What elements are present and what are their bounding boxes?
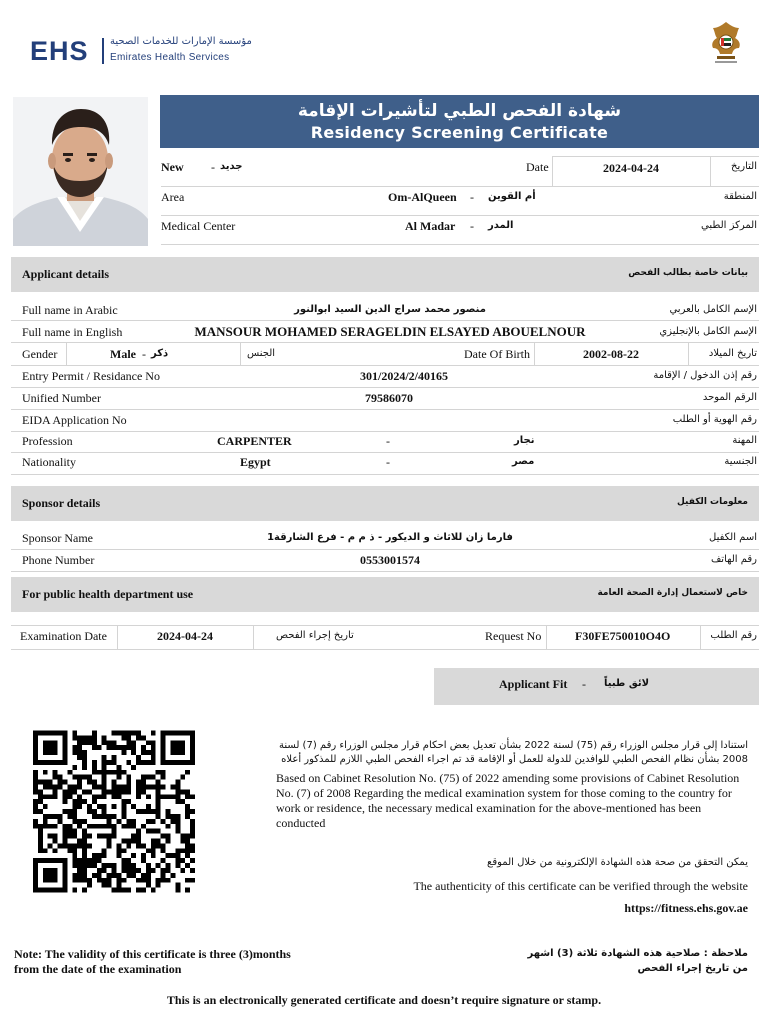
full-name-english-label: Full name in English: [22, 325, 123, 339]
nationality-value: Egypt: [240, 455, 271, 469]
applicant-photo: [13, 97, 148, 246]
gender-divider: [66, 343, 67, 365]
validity-note-arabic-line2: من تاريخ إجراء الفحص: [637, 963, 748, 974]
public-health-title-arabic: خاص لاستعمال إدارة الصحة العامة: [597, 588, 748, 598]
gender-value: Male: [110, 347, 136, 361]
row-rule: [11, 320, 759, 321]
entry-permit-label: Entry Permit / Residance No: [22, 369, 160, 383]
date-of-birth-label: Date Of Birth: [464, 347, 530, 361]
date-arabic: التاريخ: [731, 161, 757, 172]
fitness-result-separator: -: [582, 677, 586, 691]
area-separator: -: [470, 190, 474, 204]
row-rule: [161, 244, 759, 245]
request-number-value: F30FE750010O4O: [575, 629, 671, 643]
date-of-birth-value: 2002-08-22: [583, 347, 639, 361]
applicant-details-title: Applicant details: [22, 267, 110, 281]
unified-number-arabic: الرقم الموحد: [702, 392, 757, 403]
gender-divider: [240, 343, 241, 365]
medical-center-arabic: المركز الطبي: [701, 220, 757, 231]
logo-arabic-name: مؤسسة الإمارات للخدمات الصحية: [110, 36, 252, 47]
exam-divider: [117, 625, 118, 649]
verify-arabic: يمكن التحقق من صحة هذه الشهادة الإلكترونية من خلال الموقع: [487, 857, 748, 868]
fitness-result-label: Applicant Fit: [499, 677, 568, 691]
area-value: Om-AlQueen: [388, 190, 457, 204]
applicant-details-title-arabic: بيانات خاصة بطالب الفحص: [628, 268, 748, 278]
nationality-value-arabic: مصر: [512, 456, 535, 467]
title-arabic: شهادة الفحص الطبي لتأشيرات الإقامة: [297, 101, 622, 121]
public-health-title: For public health department use: [22, 587, 194, 601]
profession-value-arabic: نجار: [514, 435, 535, 446]
medical-center-value: Al Madar: [405, 219, 456, 233]
profession-arabic: المهنة: [732, 435, 757, 446]
sponsor-name-arabic: اسم الكفيل: [709, 532, 757, 543]
full-name-english-value: MANSOUR MOHAMED SERAGELDIN ELSAYED ABOUELNOUR: [194, 324, 586, 339]
row-rule: [11, 625, 759, 626]
gender-arabic: الجنس: [247, 348, 276, 359]
row-rule: [11, 474, 759, 475]
logo-divider: [102, 38, 104, 64]
date-of-birth-arabic: تاريخ الميلاد: [708, 348, 757, 359]
applicant-details-header: [11, 257, 759, 292]
verify-english: The authenticity of this certificate can be verified through the website: [413, 879, 748, 893]
entry-permit-value: 301/2024/2/40165: [360, 369, 449, 383]
date-divider-right: [710, 156, 711, 187]
area-value-arabic: أم القوين: [488, 191, 536, 202]
verification-qr-code[interactable]: [33, 730, 195, 893]
full-name-arabic-label: Full name in Arabic: [22, 303, 118, 317]
sponsor-details-title: Sponsor details: [22, 496, 101, 510]
phone-number-value: 0553001574: [360, 553, 420, 567]
entry-permit-arabic: رقم إذن الدخول / الإقامة: [653, 370, 757, 381]
row-rule: [11, 649, 759, 650]
new-separator: -: [211, 160, 215, 174]
phone-number-label: Phone Number: [22, 553, 95, 567]
row-rule: [161, 215, 759, 216]
gender-separator: -: [142, 347, 146, 361]
validity-note-english-line2: from the date of the examination: [14, 962, 182, 976]
examination-date-arabic: تاريخ إجراء الفحص: [276, 630, 354, 641]
request-divider: [700, 625, 701, 649]
profession-label: Profession: [22, 434, 73, 448]
unified-number-label: Unified Number: [22, 391, 101, 405]
sponsor-name-label: Sponsor Name: [22, 531, 93, 545]
date-top-rule: [552, 156, 759, 157]
medical-center-separator: -: [470, 219, 474, 233]
eida-application-label: EIDA Application No: [22, 413, 127, 427]
public-health-header: [11, 577, 759, 612]
uae-emblem-icon: [707, 20, 745, 66]
date-value: 2024-04-24: [603, 161, 659, 175]
nationality-label: Nationality: [22, 455, 76, 469]
medical-center-value-arabic: المدر: [488, 220, 514, 231]
row-rule: [11, 387, 759, 388]
certificate-title-banner: [160, 95, 759, 148]
unified-number-value: 79586070: [365, 391, 413, 405]
request-number-label: Request No: [485, 629, 542, 643]
row-rule: [11, 342, 759, 343]
fitness-result-box: [434, 668, 759, 705]
sponsor-details-title-arabic: معلومات الكفيل: [677, 497, 748, 507]
logo-english-name: Emirates Health Services: [110, 52, 230, 63]
row-rule: [11, 365, 759, 366]
exam-divider: [253, 625, 254, 649]
resolution-arabic: استنادا إلى قرار مجلس الوزراء رقم (75) لسنة 2022 بشأن تعديل بعض احكام قرار مجلس الوزراء رقم (7) لسنة 2008 بشأن نظام الفحص الطبي للوافدين للدولة للعمل أو الإقامة قد تم اجراء الفحص الطبي اللازم للمذكور أعلاه: [279, 740, 748, 765]
profession-separator: -: [386, 434, 390, 448]
row-rule: [11, 431, 759, 432]
full-name-arabic-label-ar: الإسم الكامل بالعربي: [669, 304, 757, 315]
verify-website-link[interactable]: https://fitness.ehs.gov.ae: [624, 901, 748, 915]
area-arabic: المنطقة: [723, 191, 757, 202]
row-rule: [11, 549, 759, 550]
gender-label: Gender: [22, 347, 58, 361]
area-label: Area: [161, 190, 185, 204]
date-label: Date: [526, 160, 549, 174]
row-rule: [11, 571, 759, 572]
phone-number-arabic: رقم الهاتف: [710, 554, 757, 565]
electronic-certificate-footer: This is an electronically generated certificate and doesn’t require signature or stamp.: [166, 993, 602, 1007]
sponsor-details-header: [11, 486, 759, 521]
full-name-arabic-value: منصور محمد سراج الدين السيد ابوالنور: [294, 304, 486, 315]
profession-value: CARPENTER: [217, 434, 292, 448]
ehs-logo-text: EHS: [30, 36, 89, 66]
examination-date-value: 2024-04-24: [157, 629, 213, 643]
nationality-arabic: الجنسية: [724, 456, 757, 467]
sponsor-name-value: فارما زان للاثاث و الديكور - ذ م م - فرع الشارقة1: [267, 532, 513, 543]
row-rule: [161, 186, 759, 187]
dob-divider: [688, 343, 689, 365]
eida-application-arabic: رقم الهوية أو الطلب: [672, 414, 757, 425]
new-label: New: [161, 160, 184, 174]
request-number-arabic: رقم الطلب: [710, 630, 757, 641]
validity-note-english-line1: Note: The validity of this certificate is three (3)months: [14, 947, 291, 961]
row-rule: [11, 452, 759, 453]
examination-date-label: Examination Date: [20, 629, 107, 643]
request-divider: [546, 625, 547, 649]
fitness-result-arabic: لائق طبياً: [604, 678, 650, 689]
medical-center-label: Medical Center: [161, 219, 236, 233]
full-name-english-label-ar: الإسم الكامل بالإنجليزي: [659, 326, 757, 337]
nationality-separator: -: [386, 455, 390, 469]
gender-value-arabic: ذكر: [151, 348, 169, 359]
dob-divider: [534, 343, 535, 365]
resolution-english: Based on Cabinet Resolution No. (75) of 2022 amending some provisions of Cabinet Resolution No. (7) of 2008 Regarding the medical examination system for those coming to the country for work or residence, the necessary medical examination for the above-mentioned has been conducted: [276, 771, 740, 830]
row-rule: [11, 409, 759, 410]
validity-note-arabic-line1: ملاحظة : صلاحية هذه الشهادة ثلاثة (3) اشهر: [527, 948, 748, 959]
new-arabic: جديد: [220, 161, 243, 172]
title-english: Residency Screening Certificate: [310, 123, 609, 142]
